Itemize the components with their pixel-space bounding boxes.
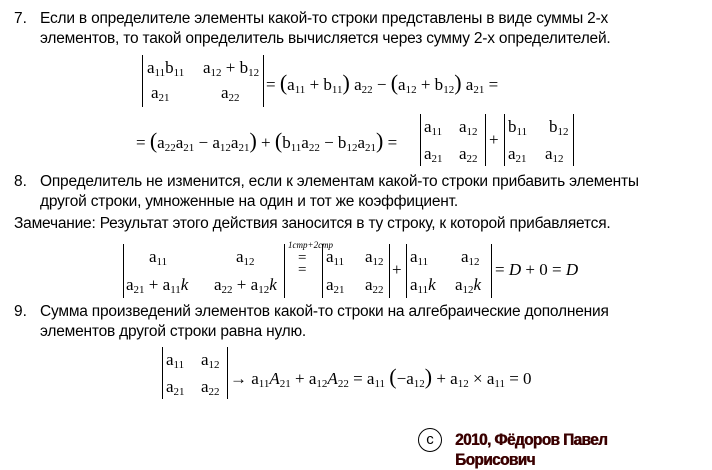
det-7a: $a_{11}b_{11}$ $a_{12} + b_{12}$ $a_{21}$ $a_{22}$	[142, 55, 264, 107]
equals-over-sign: = =	[298, 250, 307, 278]
plus-sign-8: +	[392, 260, 402, 279]
item-9-number: 9.	[14, 303, 27, 320]
plus-sign-7b: +	[489, 130, 499, 149]
item-8-number: 8.	[14, 173, 27, 190]
item-8-line-2: другой строки, умноженные на один и тот же коэффициент.	[40, 193, 458, 210]
item-8-line-1: Определитель не изменится, если к элементам какой-то строки прибавить элементы	[40, 173, 639, 190]
item-9-line-2: элементов другой строки равна нулю.	[40, 323, 307, 340]
row-operation-label: 1стр+2стр	[288, 240, 334, 250]
item-9-line-1: Сумма произведений элементов какой-то строки на алгебраические дополнения	[40, 303, 609, 320]
item-7-number: 7.	[14, 10, 27, 27]
formula-9-rhs: → $a_{11}A_{21} + a_{12}A_{22} = a_{11}$ $(-a_{12}) + a_{12} \times a_{11} = 0$	[230, 364, 532, 390]
remark: Замечание: Результат этого действия заносится в ту строку, к которой прибавляется.	[14, 215, 611, 232]
copyright-symbol: c	[418, 428, 442, 452]
det-7b-2: $b_{11}$ $b_{12}$ $a_{21}$ $a_{12}$	[504, 114, 574, 166]
formula-8-rhs: = D + 0 = D	[495, 260, 579, 279]
item-7-line-1: Если в определителе элементы какой-то строки представлены в виде суммы 2-х	[40, 10, 609, 27]
formula-7a-rhs: = $(a_{11} + b_{11}) a_{22} - (a_{12} + b_{12}) a_{21}$ =	[266, 70, 499, 96]
det-8-3: $a_{11}$ $a_{12}$ $a_{11}k$ $a_{12}k$	[406, 244, 492, 298]
det-8-1: $a_{11}$ $a_{12}$ $a_{21} + a_{11}k$ $a_{22} + a_{12}k$	[123, 244, 285, 298]
det-8-2: $a_{11}$ $a_{12}$ $a_{21}$ $a_{22}$	[322, 244, 390, 298]
author-signature: 2010, Фёдоров Павел Борисович	[455, 430, 608, 469]
det-9: $a_{11}$ $a_{12}$ $a_{21}$ $a_{22}$	[162, 347, 228, 399]
det-7b-1: $a_{11}$ $a_{12}$ $a_{21}$ $a_{22}$	[420, 114, 486, 166]
item-7-line-2: элементов, то такой определитель вычисляется через сумму 2-х определителей.	[40, 30, 611, 47]
formula-7b-lhs: = $(a_{22}a_{21} - a_{12}a_{21}) + (b_{11}a_{22} - b_{12}a_{21})$ =	[136, 128, 398, 154]
